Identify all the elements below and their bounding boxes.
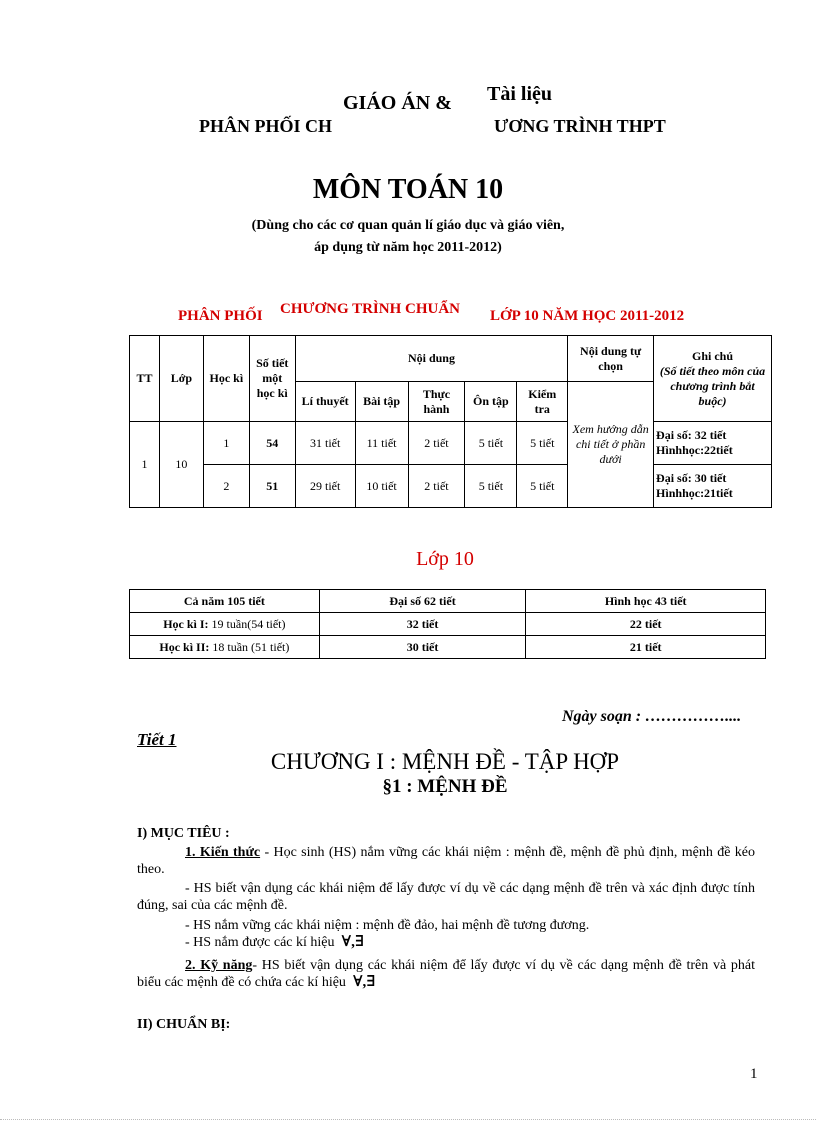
header-li-thuyet: Lí thuyết	[295, 382, 355, 422]
paragraph-2: - HS biết vận dụng các khái niệm để lấy được ví dụ về các dạng mệnh đề trên và xác định được tính đúng, sai của các mệnh đề.	[137, 881, 755, 913]
paragraph-4-text: - HS nắm được các kí hiệu	[185, 935, 335, 950]
cell-lt: 31 tiết	[295, 422, 355, 465]
summary-table	[129, 589, 766, 659]
header-ghi-chu	[654, 336, 772, 422]
title-giao-an: GIÁO ÁN &	[343, 92, 452, 114]
red-title-part-1: PHÂN PHỐI	[178, 308, 263, 324]
subject-title: MÔN TOÁN 10	[312, 174, 504, 205]
table-row	[130, 613, 766, 636]
lesson-number: Tiết 1	[137, 730, 177, 749]
tu-chon-cell: Xem hướng dẫn chi tiết ở phần dưới	[568, 382, 654, 508]
subtitle-line-1: (Dùng cho các cơ quan quản lí giáo dục và giáo viên,	[251, 218, 565, 233]
quantifier-symbols: ∀,∃	[341, 934, 365, 950]
skills-text: - HS biết vận dụng các khái niệm để lấy được ví dụ về các dạng mệnh đề trên và phát biểu các mệnh đề có chứa các kí hiệu	[137, 958, 755, 990]
skills-label: 2. Kỹ năng	[185, 958, 253, 973]
title-ppct-left: PHÂN PHỐI CH	[199, 116, 332, 136]
title-tai-lieu: Tài liệu	[487, 83, 553, 105]
table-row	[130, 422, 772, 465]
knowledge-paragraph	[137, 844, 755, 878]
knowledge-text: - Học sinh (HS) nắm vững các khái niệm : mệnh đề, mệnh đề phủ định, mệnh đề kéo theo.	[137, 845, 756, 877]
cell-tt: 1	[130, 422, 160, 508]
cell-so-tiet: 51	[249, 465, 295, 508]
cell-ghi-chu	[654, 422, 772, 465]
page-number: 1	[750, 1066, 758, 1082]
cell-hk: 2	[203, 465, 249, 508]
header-thuc-hanh: Thực hành	[408, 382, 465, 422]
header-kiem-tra: Kiểm tra	[517, 382, 568, 422]
objectives-heading: I) MỤC TIÊU :	[137, 826, 230, 841]
date-prepared: Ngày soạn : ……………....	[562, 708, 742, 725]
cell-hoc-ki	[130, 613, 320, 636]
cell-kt: 5 tiết	[517, 422, 568, 465]
class-title: Lớp 10	[416, 548, 474, 570]
cell-dai-so: 30 tiết	[319, 636, 526, 659]
subtitle-line-2: áp dụng từ năm học 2011-2012)	[314, 240, 502, 255]
header-tt: TT	[130, 336, 160, 422]
cell-bt: 11 tiết	[355, 422, 408, 465]
cell-lt: 29 tiết	[295, 465, 355, 508]
header-so-tiet: Số tiết một học kì	[249, 336, 295, 422]
cell-ghi-chu	[654, 465, 772, 508]
cell-th: 2 tiết	[408, 422, 465, 465]
cell-kt: 5 tiết	[517, 465, 568, 508]
cell-dai-so: 32 tiết	[319, 613, 526, 636]
cell-ot: 5 tiết	[465, 422, 517, 465]
red-title-part-2: CHƯƠNG TRÌNH CHUẨN	[280, 301, 461, 317]
header-tu-chon: Nội dung tự chọn	[568, 336, 654, 382]
skills-paragraph	[137, 957, 755, 991]
cell-hoc-ki	[130, 636, 320, 659]
cell-th: 2 tiết	[408, 465, 465, 508]
hoc-ki-detail: 18 tuần (51 tiết)	[209, 639, 290, 654]
header-dai-so: Đại số 62 tiết	[319, 590, 526, 613]
cell-so-tiet: 54	[249, 422, 295, 465]
cell-hk: 1	[203, 422, 249, 465]
quantifier-symbols-2: ∀,∃	[352, 974, 376, 990]
curriculum-table	[129, 335, 772, 508]
header-bai-tap: Bài tập	[355, 382, 408, 422]
chapter-title: CHƯƠNG I : MỆNH ĐỀ - TẬP HỢP	[270, 749, 620, 774]
header-ghi-chu-sub: (Số tiết theo môn của chương trình bắt buộc)	[659, 363, 766, 408]
header-ghi-chu-title: Ghi chú	[692, 348, 734, 363]
header-lop: Lớp	[159, 336, 203, 422]
ghi-chu-line-2: Hìnhhọc:22tiết	[656, 443, 733, 457]
cell-hinh-hoc: 21 tiết	[526, 636, 766, 659]
cell-lop: 10	[159, 422, 203, 508]
header-ca-nam: Cả năm 105 tiết	[130, 590, 320, 613]
table-row	[130, 636, 766, 659]
ghi-chu-line-2: Hìnhhọc:21tiết	[656, 486, 733, 500]
red-title-part-3: LỚP 10 NĂM HỌC 2011-2012	[490, 308, 685, 324]
preparation-heading: II) CHUẨN BỊ:	[137, 1017, 231, 1032]
hoc-ki-label: Học kì I:	[163, 616, 209, 631]
paragraph-3: - HS nắm vững các khái niệm : mệnh đề đảo, hai mệnh đề tương đương.	[185, 918, 590, 933]
title-ppct-right: ƯƠNG TRÌNH THPT	[494, 116, 666, 136]
hoc-ki-detail: 19 tuần(54 tiết)	[208, 616, 286, 631]
ghi-chu-line-1: Đại số: 32 tiết	[656, 428, 727, 442]
header-hoc-ki: Học kì	[203, 336, 249, 422]
ghi-chu-line-1: Đại số: 30 tiết	[656, 471, 727, 485]
paragraph-4	[185, 934, 364, 951]
knowledge-label: 1. Kiến thức	[185, 845, 261, 860]
table-row	[130, 465, 772, 508]
cell-hinh-hoc: 22 tiết	[526, 613, 766, 636]
header-on-tap: Ôn tập	[465, 382, 517, 422]
cell-bt: 10 tiết	[355, 465, 408, 508]
header-hinh-hoc: Hình học 43 tiết	[526, 590, 766, 613]
section-title: §1 : MỆNH ĐỀ	[382, 776, 508, 797]
cell-ot: 5 tiết	[465, 465, 517, 508]
hoc-ki-label: Học kì II:	[159, 639, 210, 654]
page-divider	[0, 1119, 816, 1120]
header-noi-dung: Nội dung	[295, 336, 568, 382]
